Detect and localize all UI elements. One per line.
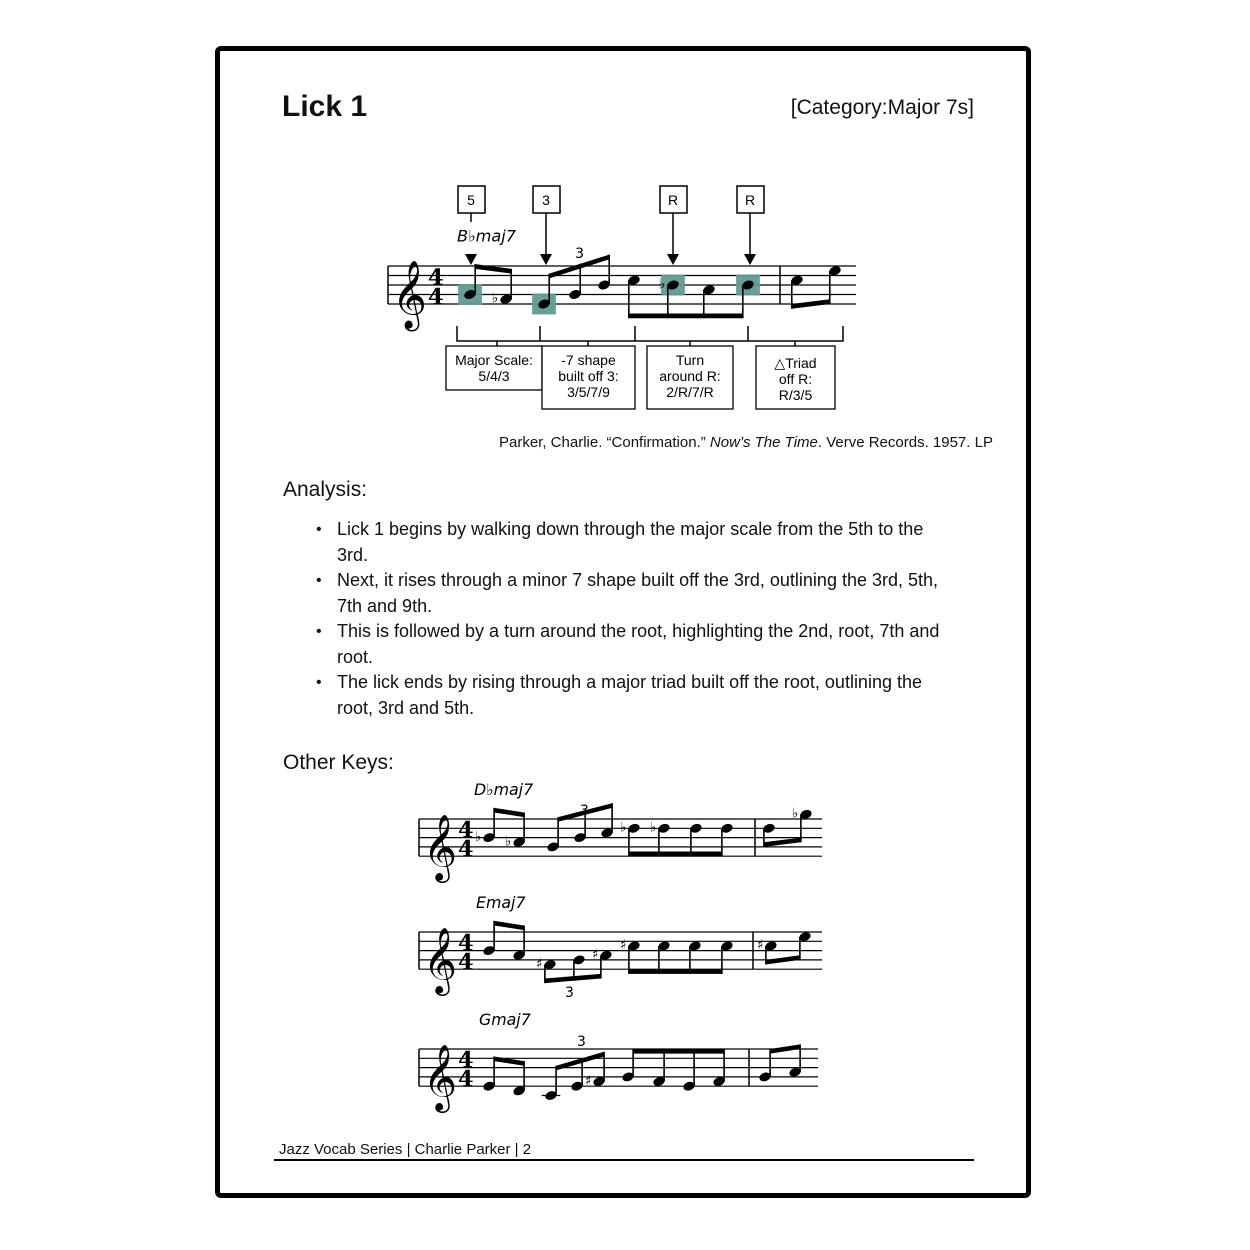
chord-symbol: Gmaj7	[479, 1009, 531, 1029]
accidental: ♭	[792, 805, 799, 822]
beam	[764, 838, 801, 847]
accidental: ♭	[475, 828, 482, 845]
chord-symbol: B♭maj7	[457, 226, 517, 246]
footer-rule	[274, 1159, 974, 1161]
treble-clef-icon: 𝄞	[423, 812, 458, 881]
annotation-line: Major Scale:	[455, 352, 533, 368]
accidental: ♭	[658, 276, 666, 293]
accidental: ♯	[592, 946, 599, 963]
time-signature-bottom: 4	[458, 1066, 474, 1093]
accidental: ♭	[650, 819, 657, 836]
treble-clef-icon: 𝄞	[392, 259, 427, 329]
beam	[766, 955, 800, 964]
time-signature-bottom: 4	[458, 836, 474, 863]
analysis-bullet: • The lick ends by rising through a major triad built off the root, outlining the root, 3rd and 5th.	[316, 670, 956, 721]
analysis-list	[316, 517, 956, 721]
annotation-line: Turn	[675, 352, 705, 368]
beam	[494, 921, 524, 930]
annotation-line: △Triad	[774, 355, 817, 371]
beam	[633, 1049, 724, 1054]
analysis-bullet: • Next, it rises through a minor 7 shape built off the 3rd, outlining the 3rd, 5th, 7th and 9th.	[316, 568, 956, 619]
accidental: ♯	[585, 1072, 592, 1089]
time-signature-top: 4	[458, 817, 474, 844]
annotation-line: built off 3:	[558, 368, 619, 384]
chord-symbol: Emaj7	[476, 892, 526, 912]
beam	[770, 1044, 800, 1053]
marker-label: R	[667, 192, 679, 208]
arrow-head	[667, 254, 679, 265]
accidental: ♯	[536, 955, 543, 972]
triplet-number: 3	[575, 246, 585, 262]
analysis-heading: Analysis:	[283, 478, 368, 501]
beam	[792, 299, 830, 309]
time-signature-bottom: 4	[458, 949, 474, 976]
category-label: [Category:Major 7s]	[790, 96, 974, 119]
accidental: ♯	[620, 937, 627, 954]
treble-clef-icon: 𝄞	[423, 925, 458, 994]
accidental: ♭	[505, 833, 512, 850]
marker-label: R	[744, 192, 756, 208]
triplet-number: 3	[565, 985, 574, 1001]
arrow-head	[540, 254, 552, 265]
citation-text: Parker, Charlie. “Confirmation.”	[499, 434, 710, 451]
footer-text: Jazz Vocab Series | Charlie Parker | 2	[279, 1141, 532, 1158]
triplet-number: 3	[580, 803, 589, 819]
marker-label: 5	[467, 192, 475, 208]
annotation-line: -7 shape	[561, 352, 616, 368]
page-title: Lick 1	[282, 90, 368, 123]
time-signature-top: 4	[458, 930, 474, 957]
analysis-bullet: • This is followed by a turn around the root, highlighting the 2nd, root, 7th and root.	[316, 619, 956, 670]
analysis-bullet: • Lick 1 begins by walking down through the major scale from the 5th to the 3rd.	[316, 517, 956, 568]
arrow-head	[465, 254, 477, 265]
triplet-number: 3	[577, 1034, 586, 1050]
marker-label: 3	[542, 192, 550, 208]
beam	[629, 852, 722, 857]
treble-clef-icon: 𝄞	[423, 1042, 458, 1111]
accidental: ♯	[757, 937, 764, 954]
beam	[629, 969, 722, 974]
arrow-head	[744, 254, 756, 265]
annotation-line: 2/R/7/R	[666, 384, 714, 400]
accidental: ♭	[491, 290, 499, 307]
annotation-line: 5/4/3	[478, 368, 510, 384]
beam	[545, 974, 601, 983]
accidental: ♭	[620, 819, 627, 836]
time-signature-bottom: 4	[427, 284, 444, 311]
citation	[499, 434, 993, 451]
other-keys-heading: Other Keys:	[283, 751, 394, 774]
chord-symbol: D♭maj7	[474, 779, 534, 799]
beam	[629, 314, 743, 319]
beam	[494, 808, 524, 817]
time-signature-top: 4	[427, 265, 444, 291]
annotation-line: R/3/5	[778, 387, 813, 403]
annotation-line: 3/5/7/9	[567, 384, 610, 400]
annotation-line: around R:	[659, 368, 721, 384]
bracket-line	[457, 326, 843, 341]
time-signature-top: 4	[458, 1047, 474, 1074]
citation-album: Now’s The Time	[709, 434, 818, 451]
citation-text-end: . Verve Records. 1957. LP	[817, 434, 993, 451]
annotation-line: off R:	[778, 371, 813, 387]
